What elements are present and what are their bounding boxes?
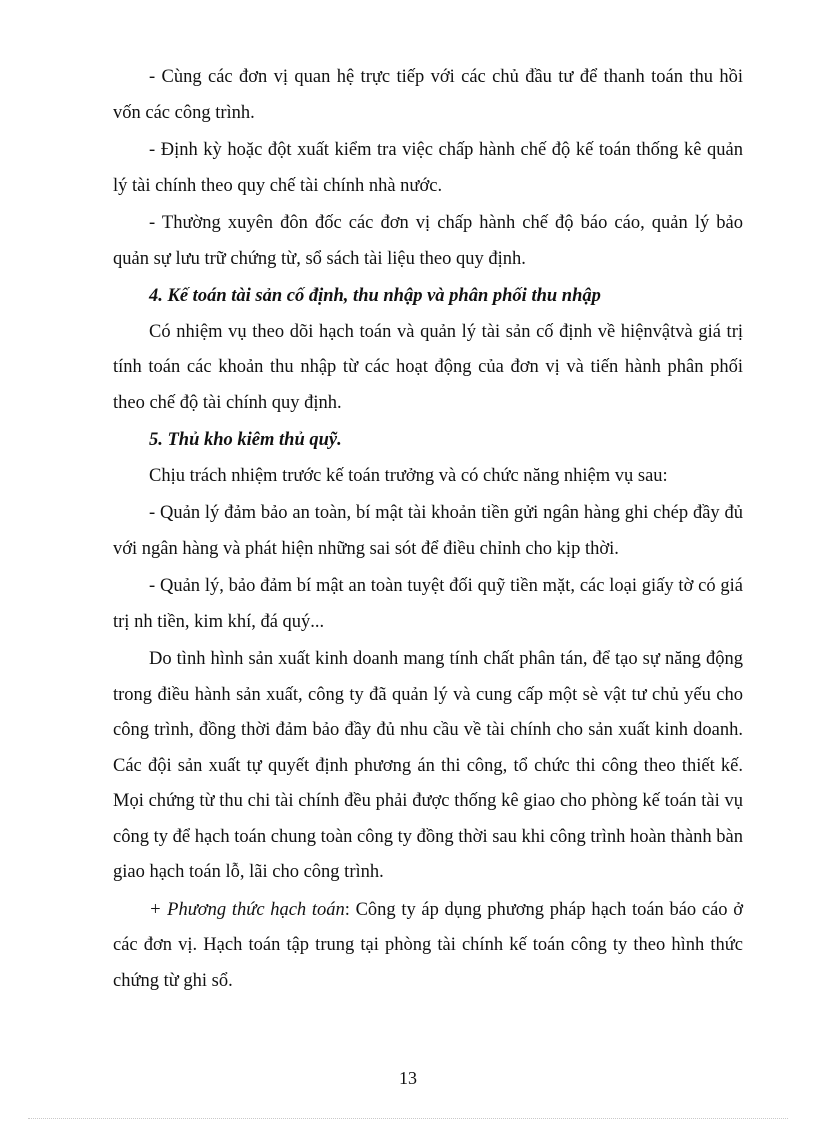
paragraph-payment-recovery: - Cùng các đơn vị quan hệ trực tiếp với các chủ đầu tư để thanh toán thu hồi vốn các công trình. [113, 67, 743, 123]
footer-divider [28, 1118, 788, 1119]
paragraph-cash-fund-management: - Quản lý, bảo đảm bí mật an toàn tuyệt đối quỹ tiền mặt, các loại giấy tờ có giá trị nh tiền, kim khí, đá quý... [113, 576, 743, 632]
paragraph-accounting-method [113, 893, 743, 1000]
accounting-method-text: : Công ty áp dụng phương pháp hạch toán báo cáo ở các đơn vị. Hạch toán tập trung tại phòng tài chính kế toán công ty theo hình thức chứng từ ghi sổ. [113, 899, 743, 991]
paragraph-business-situation: Do tình hình sản xuất kinh doanh mang tính chất phân tán, để tạo sự năng động trong điều hành sản xuất, công ty đã quản lý và cung cấp một sè vật tư chủ yếu cho công trình, đồng thời đảm bảo đầy đủ nhu cầu về tài chính cho sản xuất kinh doanh. Các đội sản xuất tự quyết định phương án thi công, tổ chức thi công theo thiết kế. Mọi chứng từ thu chi tài chính đều phải được thống kê giao cho phòng kế toán tài vụ công ty để hạch toán chung toàn công ty đồng thời sau khi công trình hoàn thành bàn giao hạch toán lỗ, lãi cho công trình. [113, 649, 743, 882]
paragraph-fixed-assets-duties: Có nhiệm vụ theo dõi hạch toán và quản lý tài sản cố định về hiệnvậtvà giá trị tính toán các khoản thu nhập từ các hoạt động của đơn vị và tiến hành phân phối theo chế độ tài chính quy định. [113, 321, 743, 413]
paragraph-bank-account-management: - Quản lý đảm bảo an toàn, bí mật tài khoản tiền gửi ngân hàng ghi chép đầy đủ với ngân hàng và phát hiện những sai sót để điều chỉnh cho kịp thời. [113, 503, 743, 559]
document-body [113, 60, 743, 999]
section-heading-warehouse-treasurer: 5. Thủ kho kiêm thủ quỹ. [149, 430, 342, 450]
section-heading-fixed-assets: 4. Kế toán tài sản cố định, thu nhập và phân phối thu nhập [149, 286, 601, 306]
paragraph-reporting-archive: - Thường xuyên đôn đốc các đơn vị chấp hành chế độ báo cáo, quản lý bảo quản sự lưu trữ chứng từ, sổ sách tài liệu theo quy định. [113, 213, 743, 269]
paragraph-periodic-inspection: - Định kỳ hoặc đột xuất kiểm tra việc chấp hành chế độ kế toán thống kê quản lý tài chính theo quy chế tài chính nhà nước. [113, 140, 743, 196]
accounting-method-label: + Phương thức hạch toán [149, 899, 345, 920]
paragraph-responsibility-intro: Chịu trách nhiệm trước kế toán trưởng và có chức năng nhiệm vụ sau: [149, 465, 668, 486]
page-number: 13 [399, 1068, 417, 1088]
